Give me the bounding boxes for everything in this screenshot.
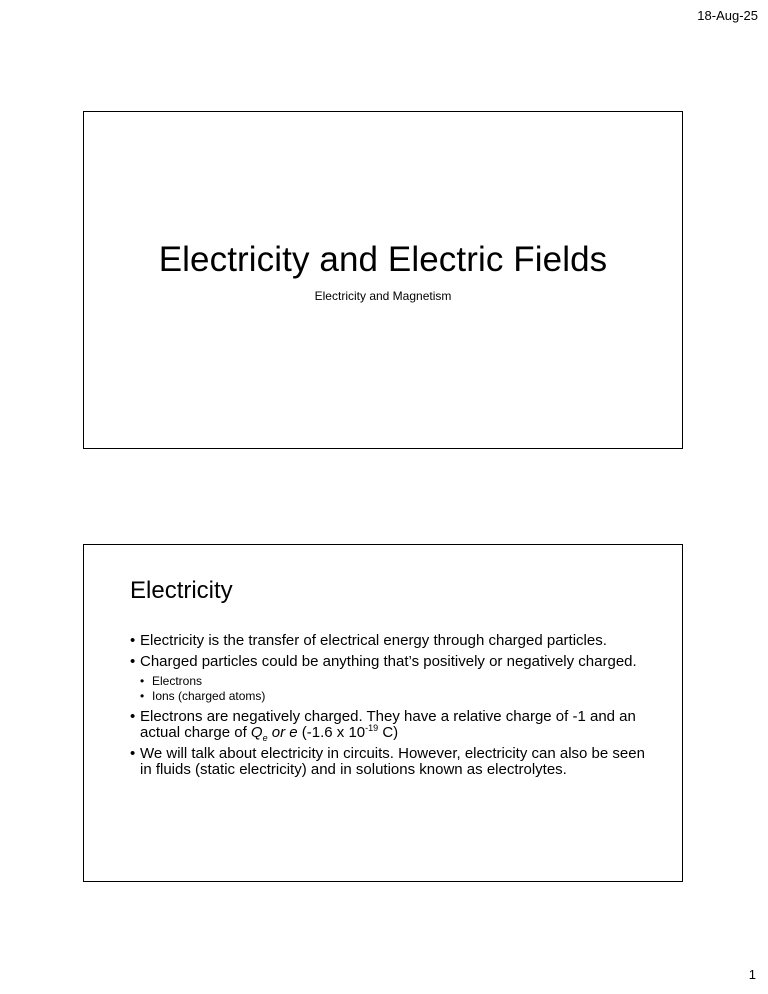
sub-bullet-list	[140, 674, 650, 704]
bullet-item-2-text: Charged particles could be anything that’s positively or negatively charged.	[140, 653, 637, 670]
sub-bullet-ions: • Ions (charged atoms)	[140, 689, 650, 704]
bullet-item-3-text-a: Electrons are negatively charged. They have a relative charge of -1 and an actual charge of	[140, 708, 636, 741]
content-slide-title: Electricity	[130, 577, 233, 604]
charge-symbol: $Q_e$ or e	[250, 724, 298, 743]
page-date: 18-Aug-25	[697, 8, 758, 23]
page-number: 1	[748, 967, 756, 982]
slide-title: Electricity and Electric Fields	[158, 240, 608, 279]
bullet-item-3-text-c: C)	[378, 724, 399, 741]
bullet-item-3	[130, 709, 650, 741]
charge-exponent: -19	[365, 723, 379, 733]
bullet-item-1: • Electricity is the transfer of electrical energy through charged particles.	[130, 633, 650, 649]
bullet-item-3-text-b: (-1.6 x 10	[297, 724, 366, 741]
bullet-item-2	[130, 654, 650, 704]
charge-subscript: e	[262, 733, 268, 743]
charge-symbol-alt: or e	[267, 724, 298, 741]
title-slide	[83, 111, 683, 449]
bullet-list	[130, 633, 650, 783]
content-slide	[83, 544, 683, 882]
sub-bullet-electrons: • Electrons	[140, 674, 650, 689]
title-block	[84, 242, 682, 303]
bullet-item-4: • We will talk about electricity in circuits. However, electricity can also be seen in fluids (static electricity) and in solutions known as electrolytes.	[130, 746, 650, 778]
slide-subtitle: Electricity and Magnetism	[314, 288, 452, 303]
